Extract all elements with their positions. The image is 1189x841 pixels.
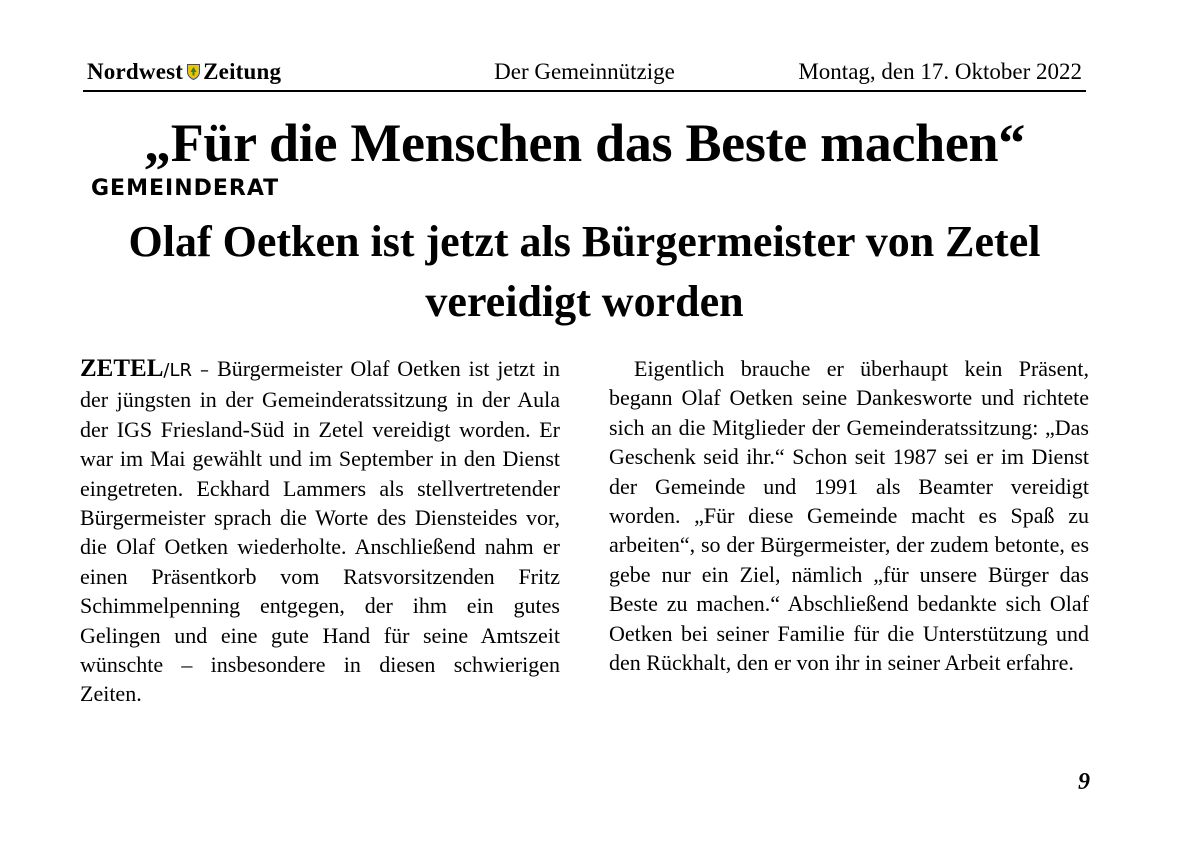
- masthead-left: Nordwest: [87, 59, 184, 84]
- section-title: Der Gemeinnützige: [494, 59, 675, 84]
- masthead-right: Zeitung: [203, 59, 282, 84]
- page-header: [83, 58, 1086, 92]
- subheadline: Olaf Oetken ist jetzt als Bürgermeister von Zetel vereidigt worden: [128, 217, 1041, 326]
- page-number: 9: [1078, 769, 1090, 795]
- column-1-text: Bürgermeister Olaf Oetken ist jetzt in der jüngsten in der Gemeinderatssitzung in der Aula der IGS Friesland-Süd in Zetel vereidigt worden. Er war im Mai gewählt und im September in den Dienst eingetreten. Eckhard Lammers als stellvertretender Bürgermeister sprach die Worte des Diensteides vor, die Olaf Oetken wiederholte. Anschließend nahm er einen Präsentkorb vom Ratsvorsitzenden Fritz Schimmelpenning entgegen, der ihm ein gutes Gelingen und eine gute Hand für seine Amtszeit wünschte – insbesondere in diesen schwierigen Zeiten.: [80, 356, 560, 707]
- dateline: ZETEL: [80, 355, 164, 382]
- article-column-2: [609, 354, 1089, 677]
- article-column-1: [80, 354, 560, 709]
- kicker: GEMEINDERAT: [91, 176, 280, 201]
- headline: „Für die Menschen das Beste machen“: [144, 113, 1025, 173]
- issue-date: Montag, den 17. Oktober 2022: [798, 59, 1082, 84]
- column-2-text: Eigentlich brauche er überhaupt kein Präsent, begann Olaf Oetken seine Dankesworte und richtete sich an die Mitglieder der Gemeinderatssitzung: „Das Geschenk seid ihr.“ Schon seit 1987 sei er im Dienst der Gemeinde und 1991 als Beamter vereidigt worden. „Für diese Gemeinde macht es Spaß zu arbeiten“, so der Bürgermeister, der zudem betonte, es gebe nur ein Ziel, nämlich „für unsere Bürger das Beste zu machen.“ Abschließend bedankte sich Olaf Oetken bei seiner Familie für die Unterstützung und den Rückhalt, den er von ihr in seiner Arbeit erfahre.: [609, 356, 1089, 676]
- agency-tag: /LR –: [163, 360, 218, 381]
